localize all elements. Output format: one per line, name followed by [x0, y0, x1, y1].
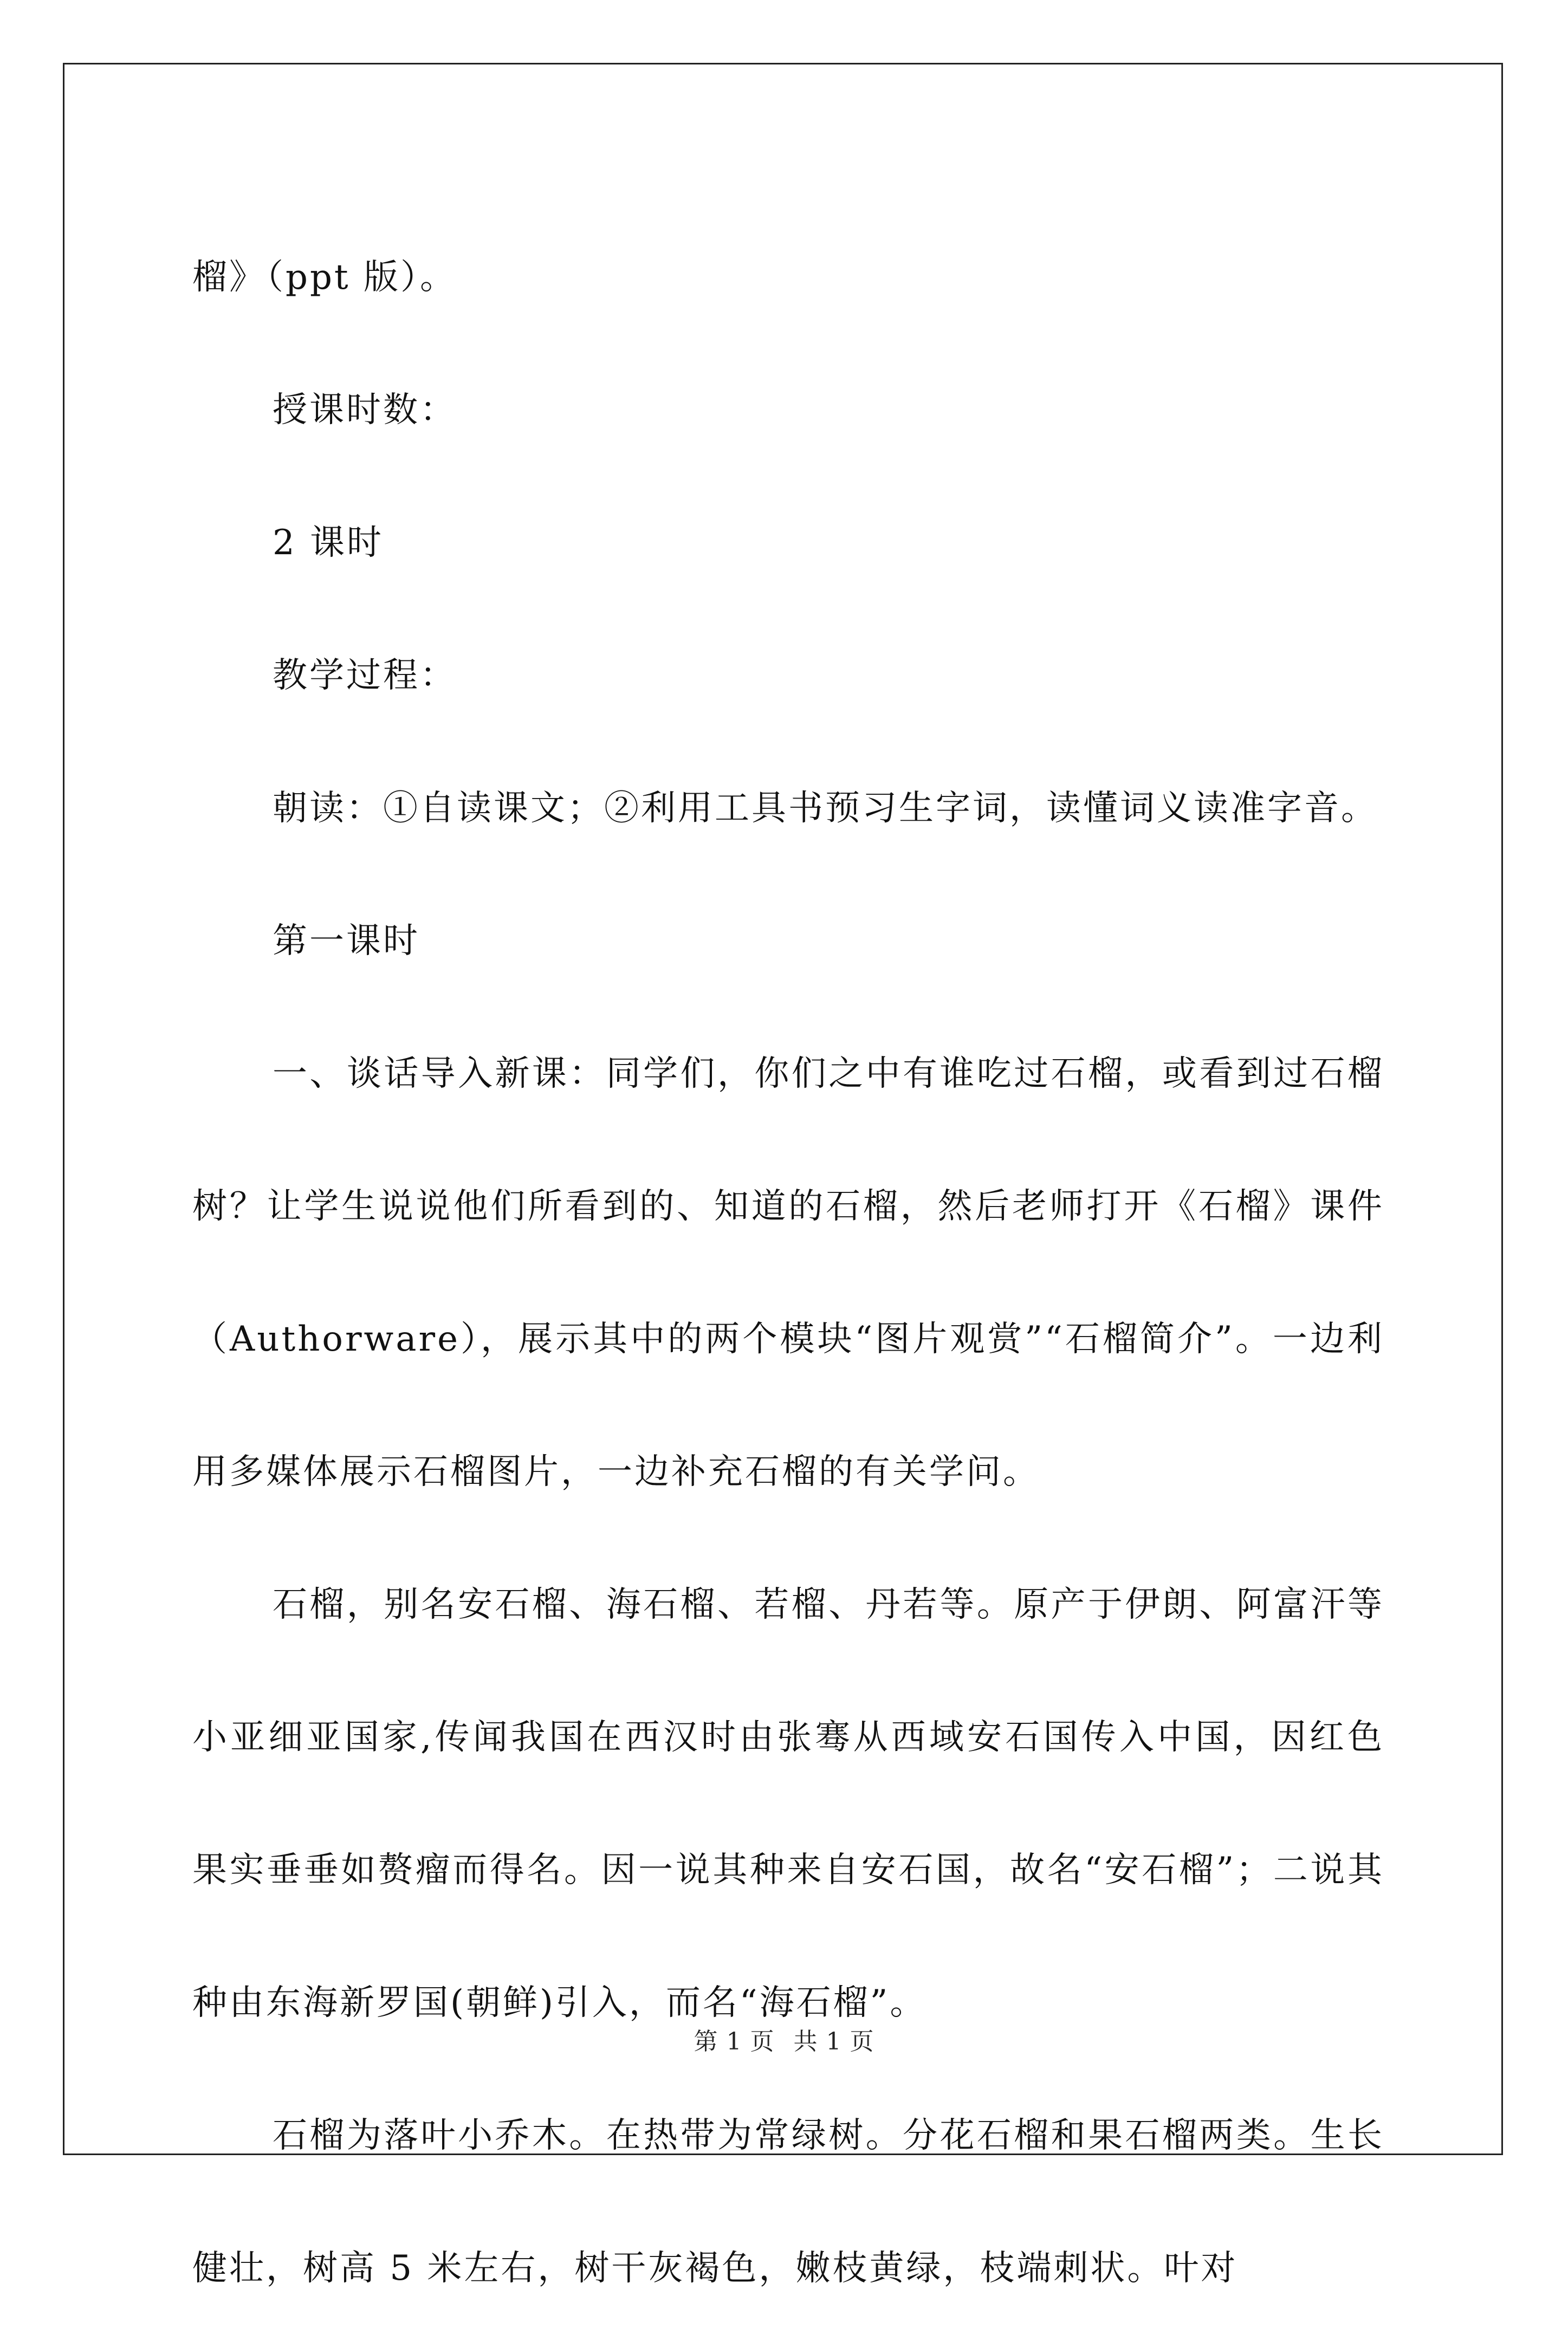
page-number: 第 1 页: [694, 2028, 775, 2055]
paragraph: 石榴，别名安石榴、海石榴、若榴、丹若等。原产于伊朗、阿富汗等小亚细亚国家,传闻我国在西汉时由张骞从西域安石国传入中国，因红色果实垂垂如赘瘤而得名。因一说其种来自安石国，故名“安石榴”；二说其种由东海新罗国(朝鲜)引入，而名“海石榴”。: [192, 1585, 1384, 2023]
paragraph: 第一课时: [273, 921, 420, 961]
paragraph: 教学过程：: [273, 656, 457, 696]
paragraph: 石榴为落叶小乔木。在热带为常绿树。分花石榴和果石榴两类。生长健壮，树高 5 米左右，树干灰褐色，嫩枝黄绿，枝端刺状。叶对: [192, 2116, 1384, 2288]
paragraph: 2 课时: [273, 523, 384, 563]
page-footer: [0, 2022, 1568, 2057]
paragraph: 榴》（ppt 版）。: [192, 257, 457, 297]
paragraph: 授课时数：: [273, 390, 457, 430]
document-body: [192, 211, 1384, 2335]
paragraph: 朝读：①自读课文；②利用工具书预习生字词，读懂词义读准字音。: [273, 788, 1378, 828]
paragraph: 一、谈话导入新课：同学们，你们之中有谁吃过石榴，或看到过石榴树？让学生说说他们所看到的、知道的石榴，然后老师打开《石榴》课件（Authorware），展示其中的两个模块“图片观赏”“石榴简介”。一边利用多媒体展示石榴图片，一边补充石榴的有关学问。: [192, 1054, 1384, 1492]
page-total: 共 1 页: [793, 2028, 874, 2055]
